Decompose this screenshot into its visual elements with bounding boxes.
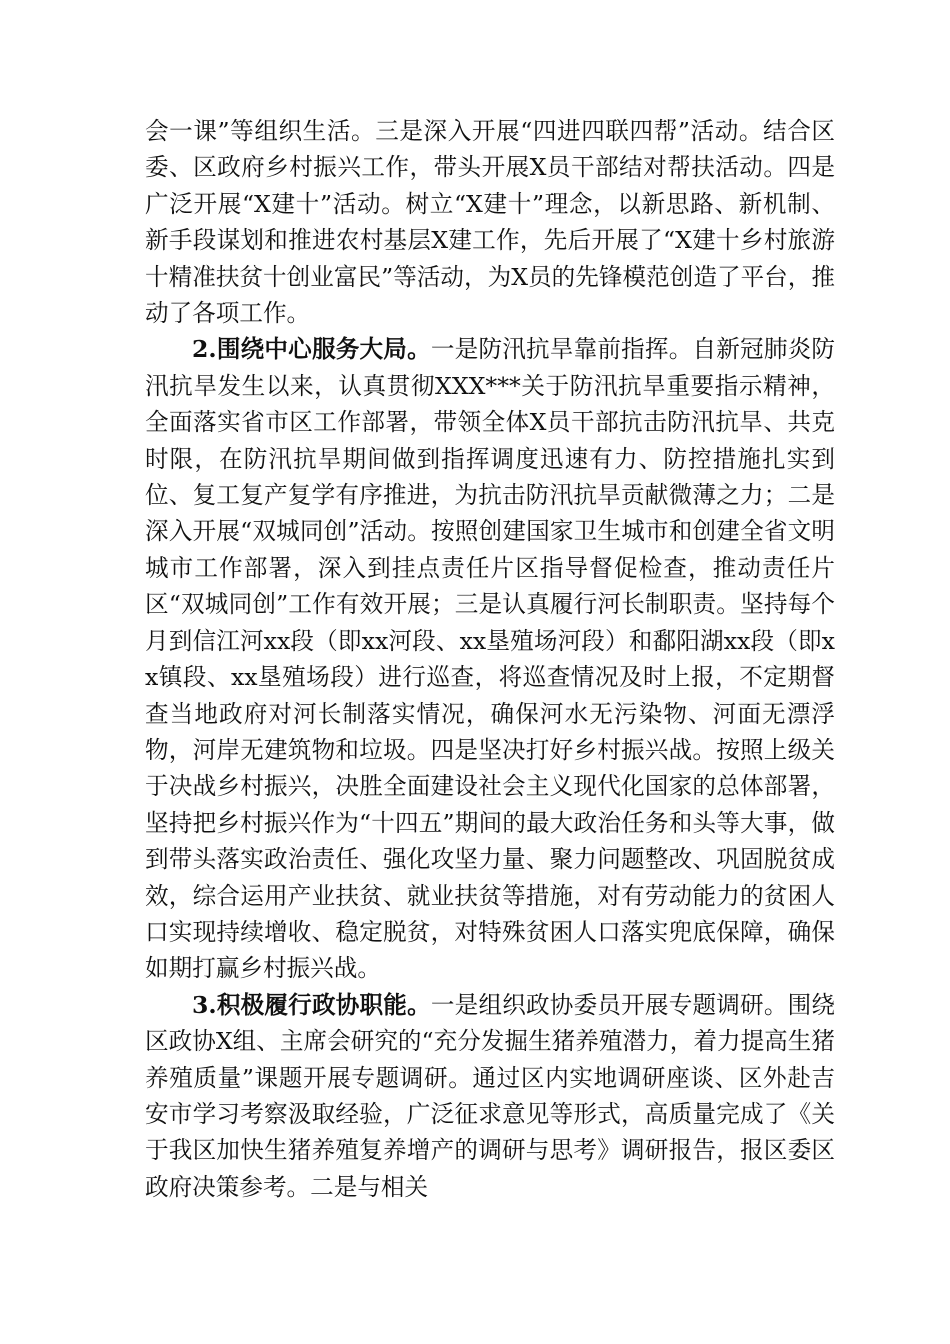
paragraph-body: 一是防汛抗旱靠前指挥。自新冠肺炎防汛抗旱发生以来，认真贯彻XXX***关于防汛抗旱重要指示精神，全面落实省市区工作部署，带领全体X员干部抗击防汛抗旱、共克时限，在防汛抗旱期间做到指挥调度迅速有力、防控措施扎实到位、复工复产复学有序推进，为抗击防汛抗旱贡献微薄之力；二是深入开展“双城同创”活动。按照创建国家卫生城市和创建全省文明城市工作部署，深入到挂点责任片区指导督促检查，推动责任片区“双城同创”工作有效开展；三是认真履行河长制职责。坚持每个月到信江河xx段（即xx河段、xx垦殖场河段）和鄱阳湖xx段（即xx镇段、xx垦殖场段）进行巡查，将巡查情况及时上报，不定期督查当地政府对河长制落实情况，确保河水无污染物、河面无漂浮物，河岸无建筑物和垃圾。四是坚决打好乡村振兴战。按照上级关于决战乡村振兴，决胜全面建设社会主义现代化国家的总体部署，坚持把乡村振兴作为“十四五”期间的最大政治任务和头等大事，做到带头落实政治责任、强化攻坚力量、聚力问题整改、巩固脱贫成效，综合运用产业扶贫、就业扶贫等措施，对有劳动能力的贫困人口实现持续增收、稳定脱贫，对特殊贫困人口落实兜底保障，确保如期打赢乡村振兴战。 bbox=[145, 335, 835, 983]
document-page bbox=[145, 113, 835, 1205]
paragraph-body: 会一课”等组织生活。三是深入开展“四进四联四帮”活动。结合区委、区政府乡村振兴工作，带头开展X员干部结对帮扶活动。四是广泛开展“X建十”活动。树立“X建十”理念，以新思路、新机制、新手段谋划和推进农村基层X建工作，先后开展了“X建十乡村旅游十精准扶贫十创业富民”等活动，为X员的先锋模范创造了平台，推动了各项工作。 bbox=[145, 117, 835, 328]
paragraph-serve-center bbox=[145, 331, 835, 986]
section-heading: 2.围绕中心服务大局。 bbox=[192, 335, 431, 364]
section-heading: 3.积极履行政协职能。 bbox=[192, 990, 431, 1019]
paragraph-body: 一是组织政协委员开展专题调研。围绕区政协X组、主席会研究的“充分发掘生猪养殖潜力，着力提高生猪养殖质量”课题开展专题调研。通过区内实地调研座谈、区外赴吉安市学习考察汲取经验，广泛征求意见等形式，高质量完成了《关于我区加快生猪养殖复养增产的调研与思考》调研报告，报区委区政府决策参考。二是与相关 bbox=[145, 990, 835, 1201]
paragraph-continued bbox=[145, 113, 835, 331]
paragraph-cppcc-duties bbox=[145, 987, 835, 1205]
